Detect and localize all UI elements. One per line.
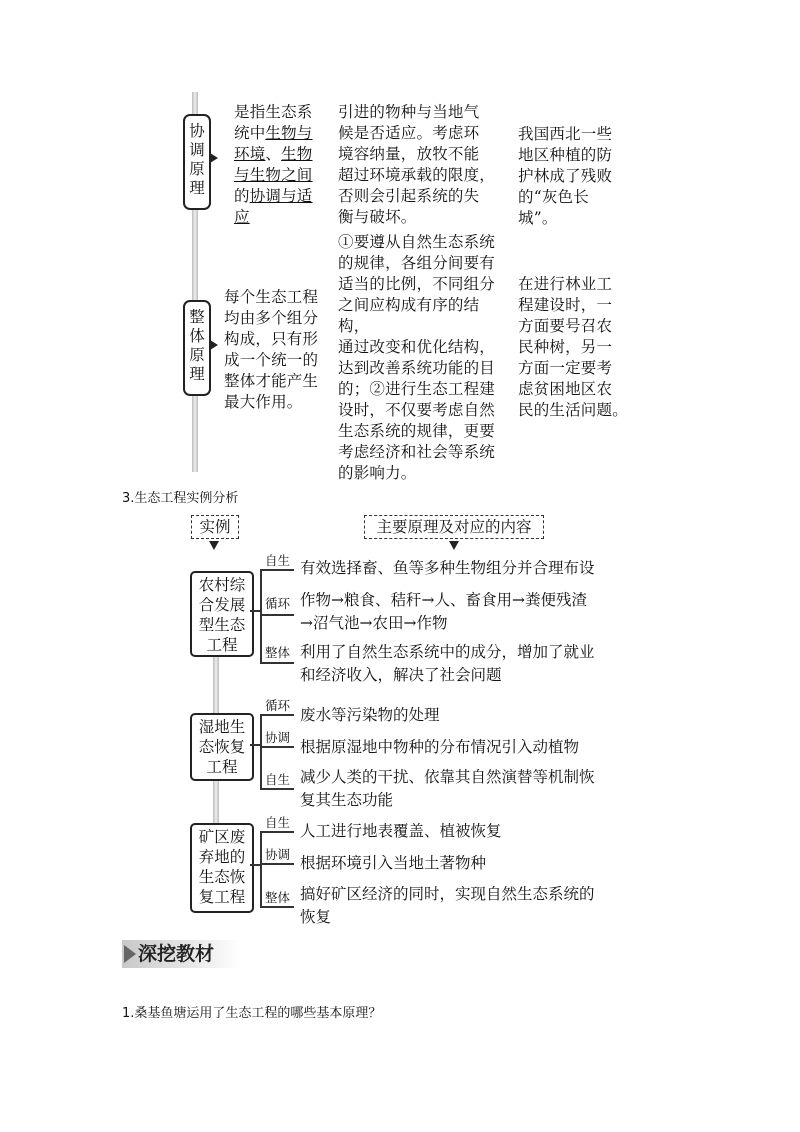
- connector: [260, 662, 294, 664]
- integrity-significance: ①要遵从自然生态系统 的规律，各组分间要有 适当的比例，不同组分 之间应构成有序的结构， 通过改变和优化结构， 达到改善系统功能的目 的；②进行生态工程建 设时，不仅要考虑自然 生态系统的规律，更要 考虑经济和社会等系统 的影响力。: [338, 233, 496, 482]
- coordination-definition: [234, 102, 322, 228]
- case-mine-text-3: 搞好矿区经济的同时，实现自然生态系统的 恢复: [300, 885, 595, 926]
- case-rural-text-3: 利用了自然生态系统中的成分，增加了就业 和经济收入，解决了社会问题: [300, 643, 595, 684]
- case-mine: 矿区废 弃地的 生态恢 复工程: [190, 823, 254, 913]
- banner-title: 深挖教材: [138, 943, 215, 965]
- principle-name-coordination: 协 调 原 理: [183, 114, 211, 210]
- connector: [260, 746, 294, 748]
- def-text-2: 、: [265, 145, 282, 163]
- case-mine-text-2: 根据环境引入当地土著物种: [300, 854, 487, 872]
- case-wetland-tag-3: 自生: [265, 772, 291, 787]
- case-wetland-text-2: 根据原湿地中物种的分布情况引入动植物: [300, 738, 580, 756]
- coordination-significance: 引进的物种与当地气 候是否适应。考虑环 境容纳量，放牧不能 超过环境承载的限度， 否则会引起系统的失 衡与破坏。: [338, 103, 496, 226]
- connector: [260, 906, 294, 908]
- case-rural-text-2: 作物→粮食、秸秆→人、畜食用→粪便残渣 →沼气池→农田→作物: [300, 591, 587, 632]
- case-wetland-text-1: 废水等污染物的处理: [300, 706, 440, 724]
- def-underline-1: 生物与 环境: [234, 124, 313, 163]
- connector: [260, 714, 262, 788]
- question-1: 1.桑基鱼塘运用了生态工程的哪些基本原理？: [122, 1006, 382, 1021]
- case-rural-tag-2: 循环: [265, 596, 291, 611]
- def-text-3: 的: [234, 187, 250, 205]
- connector: [260, 569, 294, 571]
- case-rural-tag-3: 整体: [265, 645, 291, 660]
- principle-name-integrity: 整 体 原 理: [183, 300, 211, 396]
- arrow-down-icon: [449, 541, 459, 550]
- case-mine-tag-3: 整体: [265, 890, 291, 905]
- case-wetland-tag-2: 协调: [265, 730, 291, 745]
- arrow-right-icon: [210, 340, 218, 350]
- case-rural-text-1: 有效选择畜、鱼等多种生物组分并合理布设: [300, 559, 595, 577]
- connector: [260, 831, 262, 906]
- connector: [250, 864, 260, 866]
- connector: [260, 863, 294, 865]
- connector: [260, 831, 294, 833]
- header-example: 实例: [191, 515, 239, 539]
- case-wetland-text-3: 减少人类的干扰、依靠其自然演替等机制恢 复其生态功能: [300, 768, 595, 809]
- triangle-marker-icon: [124, 945, 136, 963]
- connector: [260, 569, 262, 662]
- integrity-definition: 每个生态工程 均由多个组分 构成，只有形 成一个统一的 整体才能产生 最大作用。: [224, 288, 319, 411]
- case-rural-tag-1: 自生: [265, 553, 291, 568]
- arrow-right-icon: [210, 153, 218, 163]
- case-mine-text-1: 人工进行地表覆盖、植被恢复: [300, 822, 502, 840]
- case-mine-tag-2: 协调: [265, 847, 291, 862]
- def-underline-2: 生物 与生物之间: [234, 145, 313, 184]
- connector: [260, 788, 294, 790]
- case-rural: 农村综 合发展 型生态 工程: [190, 571, 254, 657]
- def-underline-3: 协调与适 应: [234, 187, 313, 226]
- def-text-1: 是指生态系 统中: [234, 103, 313, 142]
- case-wetland: 湿地生 态恢复 工程: [190, 713, 254, 781]
- coordination-example: 我国西北一些 地区种植的防 护林成了残败 的“灰色长城”。: [518, 125, 613, 227]
- integrity-example: 在进行林业工 程建设时，一 方面要号召农 民种树，另一 方面一定要考 虑贫困地区农 民的生活问题。: [518, 275, 628, 419]
- header-principle: 主要原理及对应的内容: [364, 515, 544, 539]
- case-mine-tag-1: 自生: [265, 815, 291, 830]
- connector: [260, 714, 294, 716]
- connector: [260, 614, 294, 616]
- case-wetland-tag-1: 循环: [265, 698, 291, 713]
- connector: [250, 744, 260, 746]
- arrow-down-icon: [209, 541, 219, 550]
- section-3-title: 3.生态工程实例分析: [122, 491, 239, 506]
- connector: [250, 610, 260, 612]
